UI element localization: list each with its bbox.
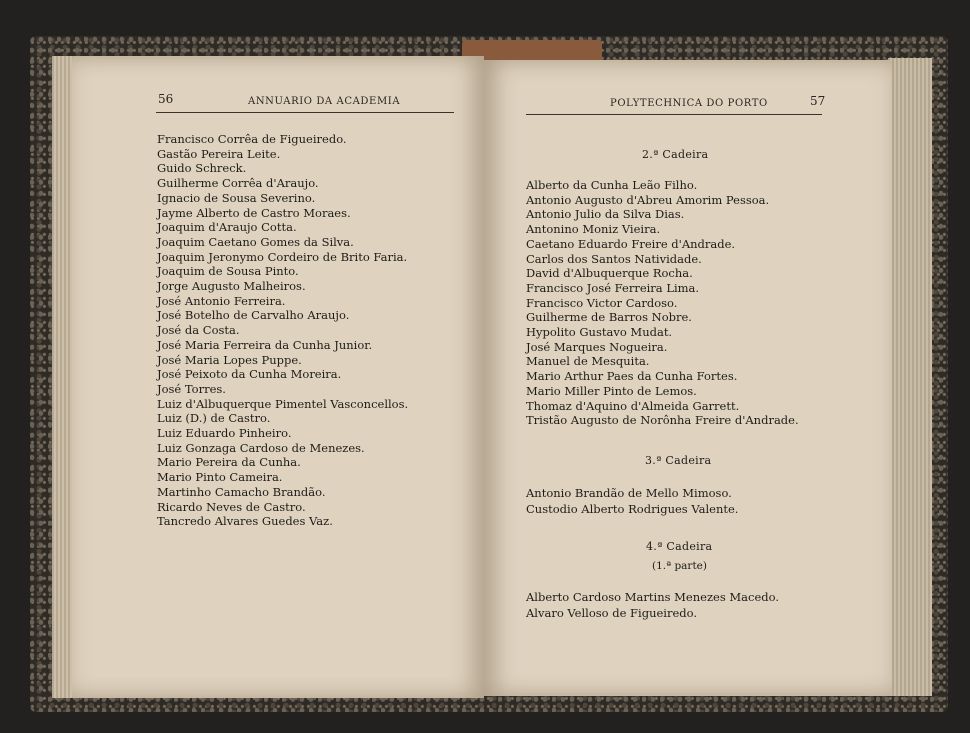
list-item: Antonino Moniz Vieira.: [526, 222, 661, 237]
list-item: José Antonio Ferreira.: [157, 293, 286, 308]
list-item: Guido Schreck.: [157, 161, 247, 176]
list-item: Luiz Eduardo Pinheiro.: [157, 426, 292, 440]
right-page-number: 57: [810, 94, 826, 108]
list-item: Alberto Cardoso Martins Menezes Macedo.: [526, 590, 779, 604]
right-page: [484, 60, 892, 696]
list-item: Jayme Alberto de Castro Moraes.: [157, 205, 351, 220]
list-item: Hypolito Gustavo Mudat.: [526, 325, 673, 339]
list-item: Ricardo Neves de Castro.: [157, 499, 306, 514]
section-heading-4: 4.ª Cadeira: [646, 540, 713, 553]
list-item: Manuel de Mesquita.: [526, 354, 650, 369]
list-item: Luiz (D.) de Castro.: [157, 411, 271, 426]
list-item: Guilherme de Barros Nobre.: [526, 310, 692, 325]
list-item: Mario Arthur Paes da Cunha Fortes.: [526, 369, 738, 384]
left-header-rule: [156, 112, 454, 113]
list-item: Joaquim Caetano Gomes da Silva.: [157, 234, 354, 249]
list-item: José da Costa.: [157, 323, 240, 338]
list-item: Martinho Camacho Brandão.: [157, 484, 326, 499]
list-item: Joaquim de Sousa Pinto.: [157, 264, 299, 279]
list-item: Antonio Augusto d'Abreu Amorim Pessoa.: [526, 192, 770, 207]
list-item: José Botelho de Carvalho Araujo.: [157, 308, 350, 323]
left-page: [72, 56, 484, 698]
list-item: Guilherme Corrêa d'Araujo.: [157, 176, 319, 191]
list-item: Gastão Pereira Leite.: [157, 146, 281, 161]
section-4-subtitle: (1.ª parte): [652, 560, 707, 572]
list-item: José Maria Ferreira da Cunha Junior.: [157, 337, 373, 352]
list-item: José Marques Nogueira.: [526, 339, 668, 354]
list-item: Francisco Corrêa de Figueiredo.: [157, 132, 347, 146]
list-item: Tristão Augusto de Norônha Freire d'Andrade.: [526, 413, 799, 428]
list-item: Custodio Alberto Rodrigues Valente.: [526, 501, 739, 516]
section-heading-2: 2.ª Cadeira: [642, 148, 709, 161]
list-item: Mario Pinto Cameira.: [157, 470, 283, 485]
list-item: Thomaz d'Aquino d'Almeida Garrett.: [526, 398, 740, 413]
list-item: Mario Pereira da Cunha.: [157, 455, 301, 470]
list-item: Alvaro Velloso de Figueiredo.: [526, 605, 698, 620]
right-running-header: POLYTECHNICA DO PORTO: [610, 98, 768, 109]
list-item: Jorge Augusto Malheiros.: [157, 279, 306, 293]
list-item: Antonio Julio da Silva Dias.: [526, 207, 685, 222]
list-item: Luiz d'Albuquerque Pimentel Vasconcellos.: [157, 396, 409, 411]
list-item: Mario Miller Pinto de Lemos.: [526, 383, 697, 398]
list-item: David d'Albuquerque Rocha.: [526, 266, 693, 281]
list-item: Antonio Brandão de Mello Mimoso.: [526, 486, 732, 500]
list-item: Luiz Gonzaga Cardoso de Menezes.: [157, 440, 365, 455]
list-item: Caetano Eduardo Freire d'Andrade.: [526, 236, 736, 251]
list-item: Alberto da Cunha Leão Filho.: [526, 178, 698, 192]
list-item: Francisco José Ferreira Lima.: [526, 280, 700, 295]
list-item: José Maria Lopes Puppe.: [157, 352, 302, 367]
page-edges-right: [888, 58, 932, 696]
list-item: Joaquim Jeronymo Cordeiro de Brito Faria.: [157, 249, 408, 264]
left-running-header: ANNUARIO DA ACADEMIA: [248, 96, 401, 107]
list-item: José Torres.: [157, 381, 226, 396]
list-item: Francisco Victor Cardoso.: [526, 295, 678, 310]
list-item: Carlos dos Santos Natividade.: [526, 251, 702, 266]
list-item: Ignacio de Sousa Severino.: [157, 190, 316, 205]
right-header-rule: [526, 114, 822, 115]
section-heading-3: 3.ª Cadeira: [645, 454, 712, 467]
list-item: Joaquim d'Araujo Cotta.: [157, 220, 297, 235]
list-item: Tancredo Alvares Guedes Vaz.: [157, 514, 333, 529]
list-item: José Peixoto da Cunha Moreira.: [157, 367, 342, 382]
left-page-number: 56: [158, 92, 174, 106]
